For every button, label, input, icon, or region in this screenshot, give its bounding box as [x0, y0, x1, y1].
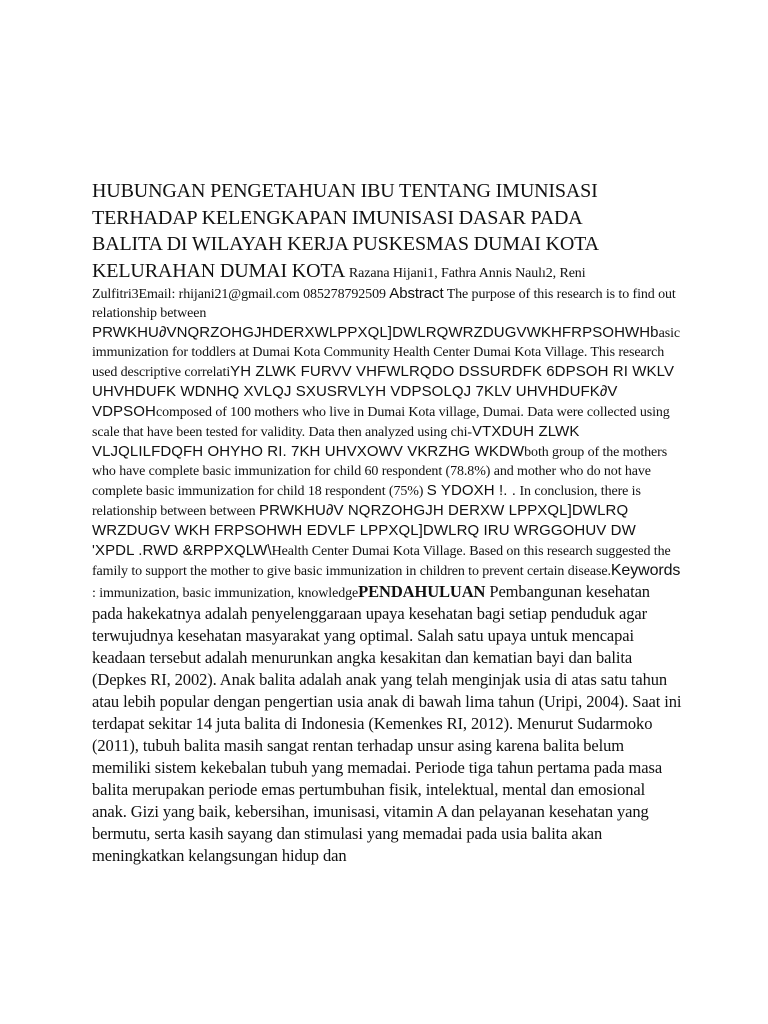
abstract-text-3: composed of 100 mothers who live in Dumai Kota village, Dumai. Data were collected using scale that have been tested for validity. Data then analyzed using chi-	[92, 405, 670, 440]
abstract-block	[92, 284, 682, 867]
author-list: Razana Hijani1, Fathra Annis Naulı2, Reni	[348, 265, 586, 281]
keywords-text: : immunization, basic immunization, knowledge	[92, 586, 359, 601]
abstract-garbled-5: PRWKHU∂V NQRZOHGJH DERXW LPPXQL]DWLRQ WRZDUGV WKH FRPSOHWH EDVLF LPPXQL]DWLRQ IRU WRGGOHUV DW 'XPDL .RWD &RPPXQLW\	[92, 502, 636, 559]
abstract-text-2: asic immunization for toddlers at Dumai Kota Community Health Center Dumai Kota Village. This research used descriptive correlati	[92, 326, 681, 380]
title-line-2: TERHADAP KELENGKAPAN IMUNISASI DASAR PADA	[92, 206, 583, 229]
section-heading: PENDAHULUAN	[358, 582, 486, 601]
author-email-line: Zulfitri3Email: rhijani21@gmail.com 085278792509	[92, 287, 386, 302]
section-body: Pembangunan kesehatan pada hakekatnya adalah penyelenggaraan upaya kesehatan bagi setiap penduduk agar terwujudnya kesehatan masyarakat yang optimal. Salah satu upaya untuk mencapai keadaan tersebut adalah menurunkan angka kesakitan dan kematian bayi dan balita (Depkes RI, 2002). Anak balita adalah anak yang telah menginjak usia di atas satu tahun atau lebih popular dengan pengertian usia anak di bawah lima tahun (Uripi, 2004). Saat ini terdapat sekitar 14 juta balita di Indonesia (Kemenkes RI, 2012). Menurut Sudarmoko (2011), tubuh balita masih sangat rentan terhadap unsur asing karena balita belum memiliki sistem kekebalan tubuh yang memadai. Periode tiga tahun pertama pada masa balita merupakan periode emas pertumbuhan fisik, intelektual, mental dan emosional anak. Gizi yang baik, kebersihan, imunisasi, vitamin A dan pelayanan kesehatan yang bermutu, serta kasih sayang dan stimulasi yang memadai pada usia balita akan meningkatkan kelangsungan hidup dan	[92, 582, 682, 865]
abstract-garbled-4: S YDOXH !. .	[426, 482, 517, 499]
abstract-text-1: The purpose of this research is to find out relationship between	[92, 287, 676, 321]
abstract-garbled-1: PRWKHU∂VNQRZOHGJHDERXWLPPXQL]DWLRQWRZDUGVWKHFRPSOHWHb	[92, 324, 659, 341]
title-line-1: HUBUNGAN PENGETAHUAN IBU TENTANG IMUNISASI	[92, 180, 598, 202]
title-line-3: BALITA DI WILAYAH KERJA PUSKESMAS DUMAI KOTA	[92, 233, 599, 255]
abstract-text-4: both group of the mothers who have complete basic immunization for child 60 respondent (78.8%) and mother who do not have complete basic immunization for child 18 respondent (75%)	[92, 445, 668, 499]
keywords-label: Keywords	[610, 562, 681, 579]
document-text-flow	[92, 178, 682, 867]
paper-title	[92, 178, 682, 284]
abstract-label: Abstract	[389, 285, 444, 302]
introduction-section	[92, 582, 681, 865]
abstract-text-5: In conclusion, there is relationship between between	[92, 484, 641, 519]
title-line-4: KELURAHAN DUMAI KOTA	[92, 259, 345, 282]
abstract-garbled-2: YH ZLWK FURVV VHFWLRQDO DSSURDFK 6DPSOH RI WKLV UHVHDUFK WDNHQ XVLQJ SXUSRVLYH VDPSOLQJ 7KLV UHVHDUFK∂V VDPSOH	[92, 363, 675, 420]
abstract-text-6: Health Center Dumai Kota Village. Based on this research suggested the family to support the mother to give basic immunization in children to prevent certain disease.	[92, 544, 671, 579]
abstract-garbled-3: VTXDUH ZLWK VLJQLILFDQFH OHYHO RI. 7KH UHVXOWV VKRZHG WKDW	[92, 423, 580, 460]
